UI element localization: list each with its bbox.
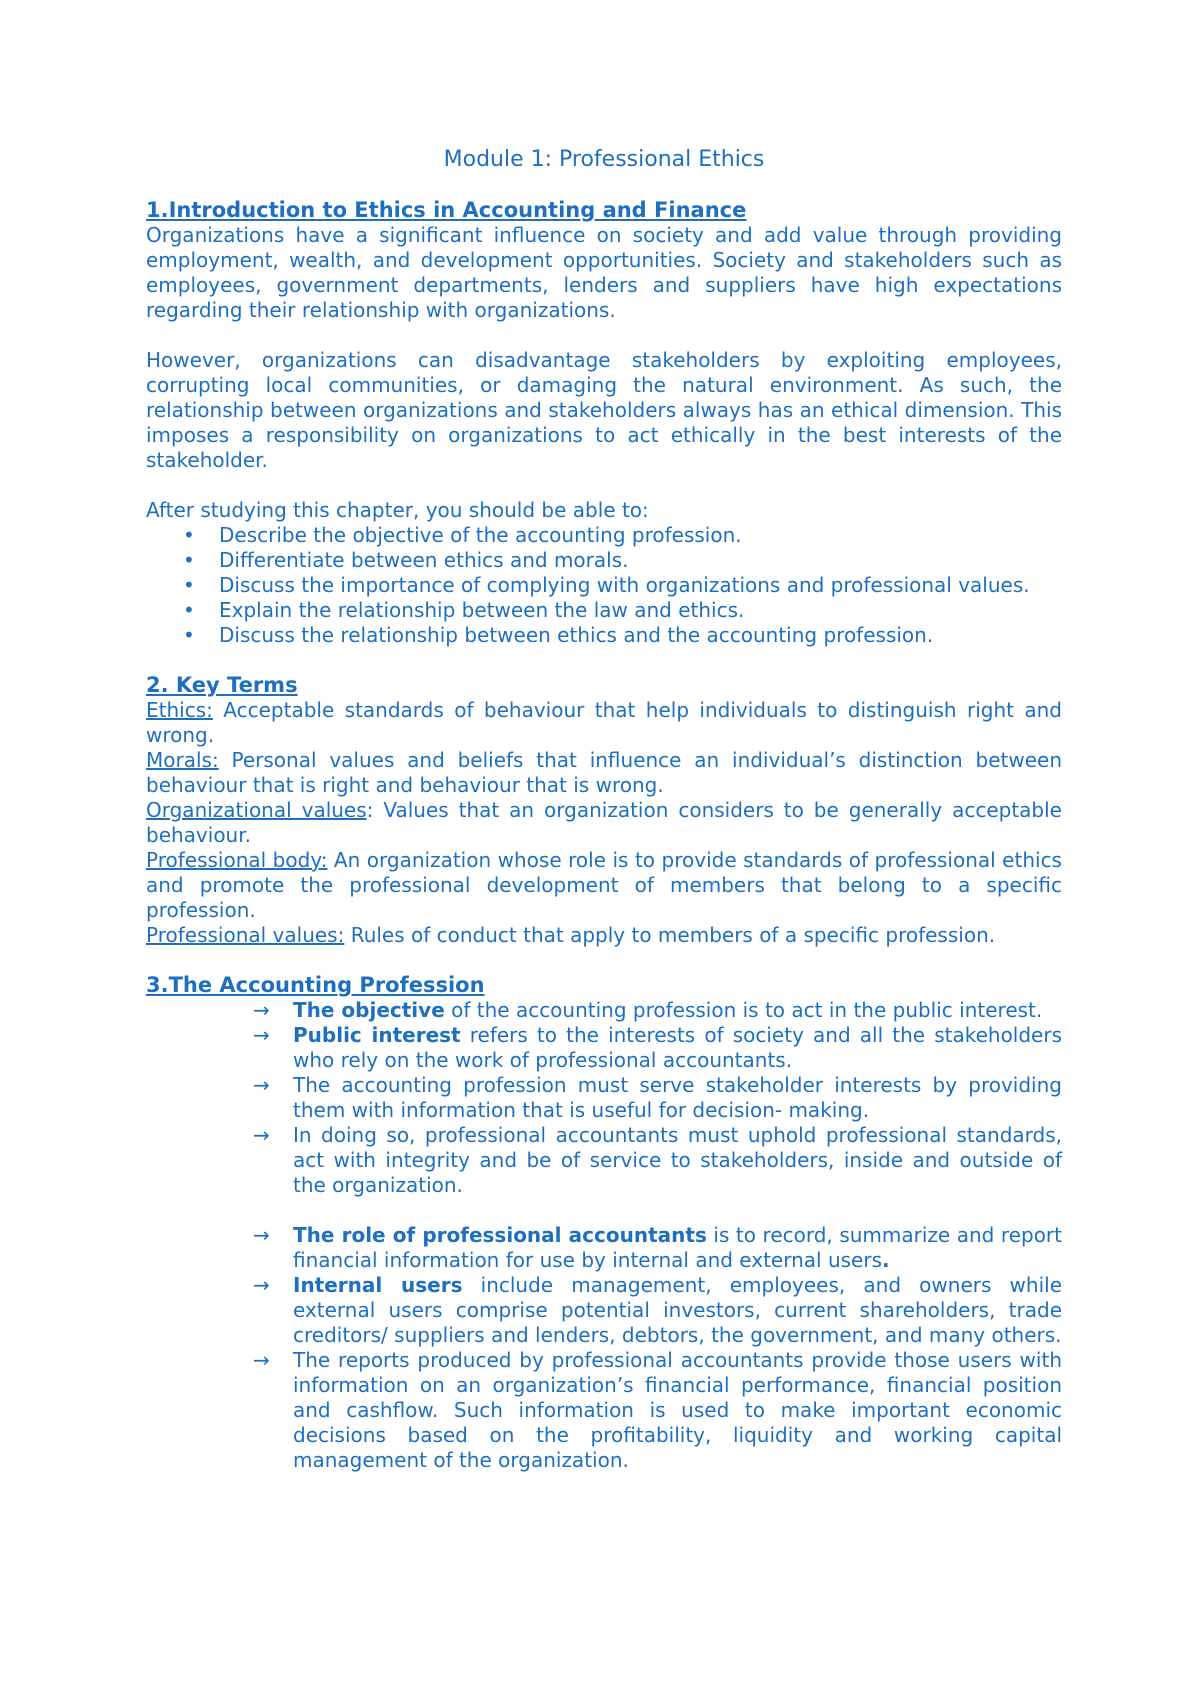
list-item: → The accounting profession must serve stakeholder interests by providing them with information that is useful for decision- making. <box>253 1073 1062 1122</box>
bullet-icon: • <box>183 598 195 622</box>
term-label: Professional body: <box>146 848 328 872</box>
term-definition: Professional body: An organization whose role is to provide standards of professional ethics and promote the professional development of members that belong to a specific profession. <box>146 848 1062 922</box>
document-content <box>146 146 1062 1473</box>
term-label: Ethics: <box>146 698 213 722</box>
list-item: → In doing so, professional accountants must uphold professional standards, act with integrity and be of service to stakeholders, inside and outside of the organization. <box>253 1123 1062 1197</box>
list-item: • Differentiate between ethics and morals. <box>183 548 629 572</box>
term-label: Organizational values <box>146 798 367 822</box>
arrow-icon: → <box>253 1273 270 1297</box>
paragraph: Organizations have a significant influence on society and add value through providing employment, wealth, and development opportunities. Society and stakeholders such as employees, government departments, lenders and suppliers have high expectations regarding their relationship with organizations. <box>146 223 1062 322</box>
list-item: • Discuss the relationship between ethics and the accounting profession. <box>183 623 934 647</box>
arrow-icon: → <box>253 1123 270 1147</box>
arrow-list <box>146 998 1062 1198</box>
list-item: → Public interest refers to the interests of society and all the stakeholders who rely on the work of professional accountants. <box>253 1023 1062 1072</box>
arrow-icon: → <box>253 1023 270 1047</box>
term-definition: Professional values: Rules of conduct that apply to members of a specific profession. <box>146 923 996 947</box>
term-label: Morals: <box>146 748 219 772</box>
term-definition: Ethics: Acceptable standards of behaviour that help individuals to distinguish right and wrong. <box>146 698 1062 747</box>
section-heading-accounting-profession: 3.The Accounting Profession <box>146 973 485 997</box>
arrow-icon: → <box>253 1348 270 1372</box>
arrow-list <box>146 1223 1062 1473</box>
list-item: • Describe the objective of the accounting profession. <box>183 523 742 547</box>
bullet-icon: • <box>183 623 195 647</box>
list-item: → The objective of the accounting profession is to act in the public interest. <box>253 998 1043 1022</box>
arrow-icon: → <box>253 1223 270 1247</box>
objectives-intro: After studying this chapter, you should be able to: <box>146 498 649 522</box>
term-label: Professional values: <box>146 923 345 947</box>
term-definition: Morals: Personal values and beliefs that influence an individual’s distinction between behaviour that is right and behaviour that is wrong. <box>146 748 1062 797</box>
paragraph: However, organizations can disadvantage stakeholders by exploiting employees, corrupting local communities, or damaging the natural environment. As such, the relationship between organizations and stakeholders always has an ethical dimension. This imposes a responsibility on organizations to act ethically in the best interests of the stakeholder. <box>146 348 1062 472</box>
objectives-list <box>146 523 1062 648</box>
list-item: → Internal users include management, employees, and owners while external users comprise potential investors, current shareholders, trade creditors/ suppliers and lenders, debtors, the government, and many others. <box>253 1273 1062 1347</box>
list-item: → The role of professional accountants is to record, summarize and report financial information for use by internal and external users. <box>253 1223 1062 1272</box>
list-item: • Discuss the importance of complying with organizations and professional values. <box>183 573 1030 597</box>
bullet-icon: • <box>183 523 195 547</box>
list-item: → The reports produced by professional accountants provide those users with information on an organization’s financial performance, financial position and cashflow. Such information is used to make important economic decisions based on the profitability, liquidity and working capital management of the organization. <box>253 1348 1062 1472</box>
document-title: Module 1: Professional Ethics <box>443 147 765 172</box>
arrow-icon: → <box>253 1073 270 1097</box>
term-definition: Organizational values: Values that an organization considers to be generally acceptable behaviour. <box>146 798 1062 847</box>
bullet-icon: • <box>183 573 195 597</box>
section-heading-key-terms: 2. Key Terms <box>146 673 298 697</box>
arrow-icon: → <box>253 998 270 1022</box>
section-heading-introduction: 1.Introduction to Ethics in Accounting and Finance <box>146 198 747 222</box>
list-item: • Explain the relationship between the law and ethics. <box>183 598 745 622</box>
bullet-icon: • <box>183 548 195 572</box>
